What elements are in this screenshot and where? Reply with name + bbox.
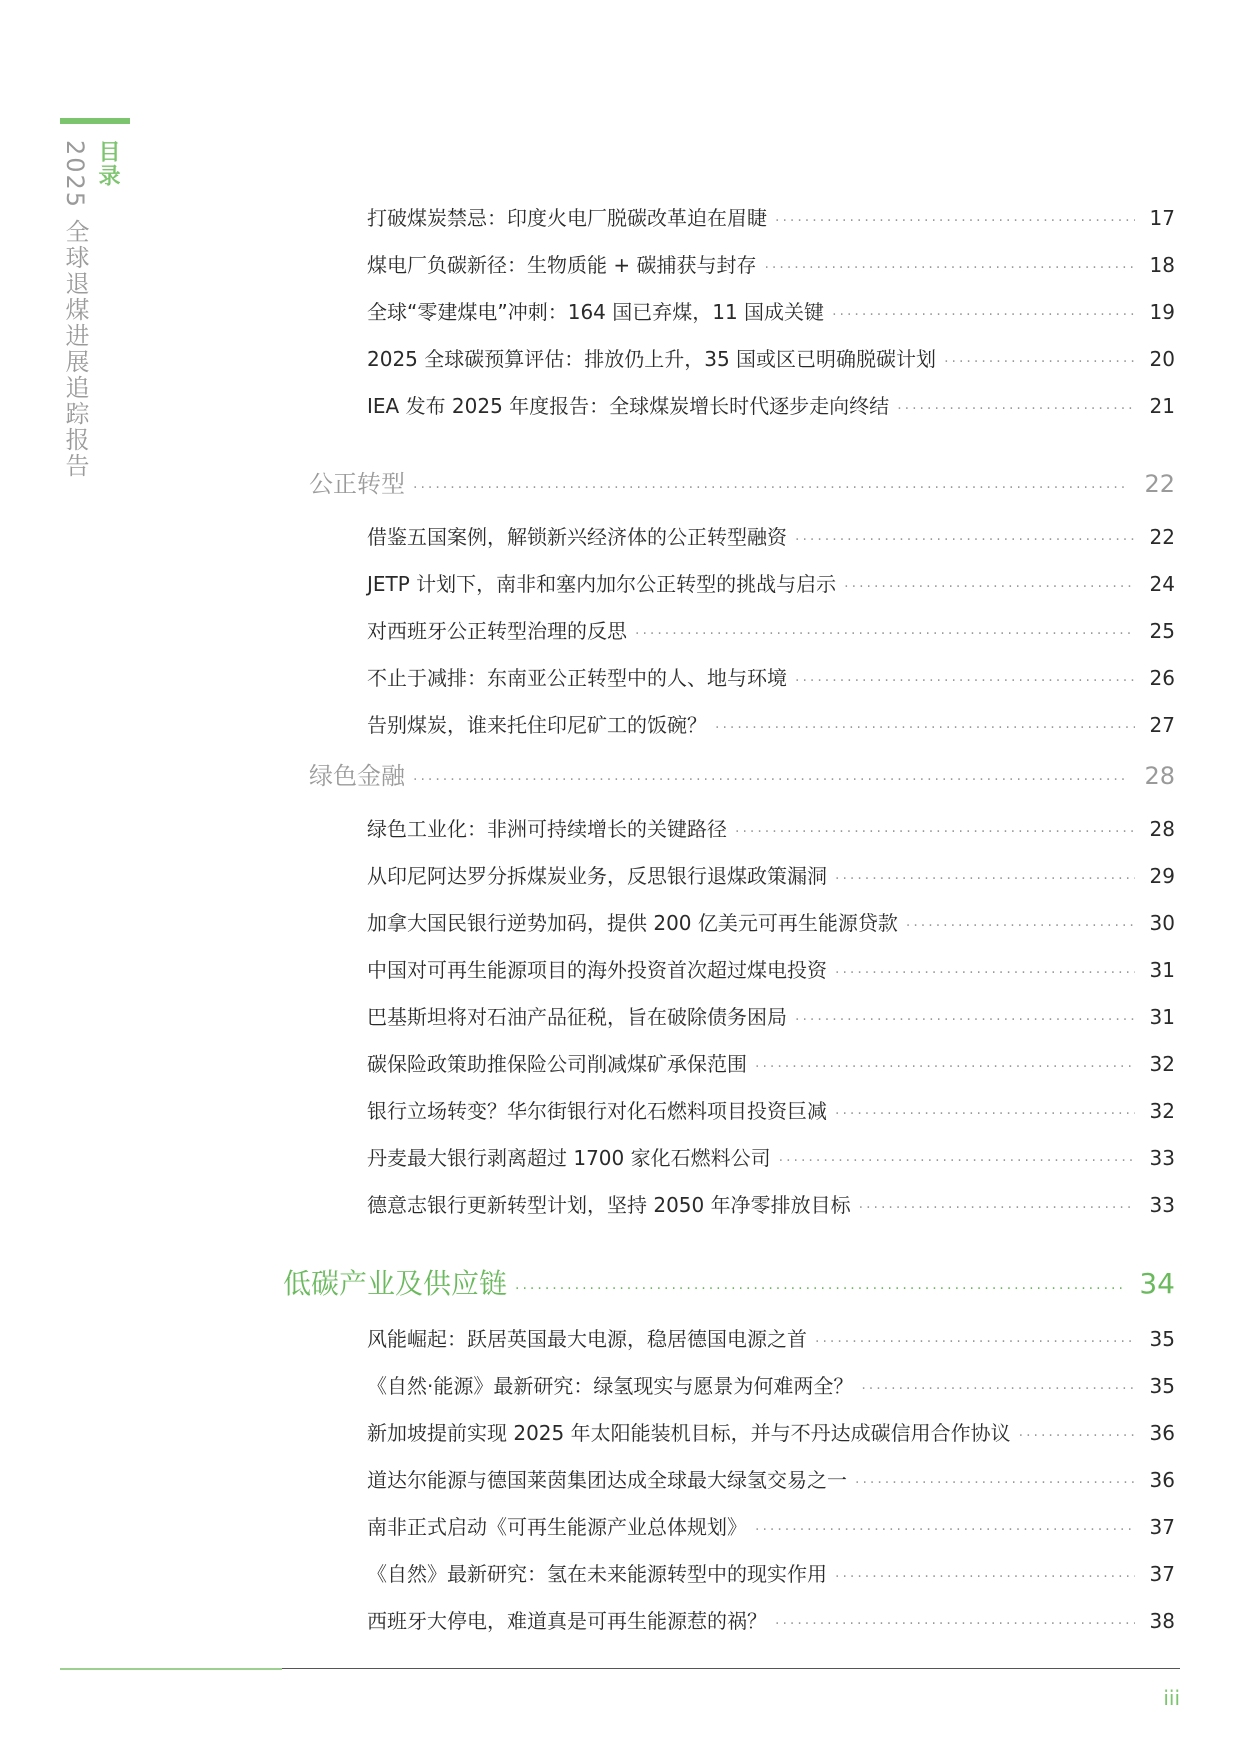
footer-rule (282, 1668, 1180, 1669)
toc-leader-dots (735, 824, 1135, 840)
toc-item-title: 告别煤炭，谁来托住印尼矿工的饭碗？ (367, 713, 707, 737)
toc-leader-dots (755, 1059, 1135, 1075)
toc-leader-dots (795, 532, 1135, 548)
toc-page-number: 32 (1149, 1099, 1175, 1123)
toc-item-title: 南非正式启动《可再生能源产业总体规划》 (367, 1515, 747, 1539)
toc-leader-dots (835, 965, 1135, 981)
toc-item[interactable] (367, 1605, 1175, 1635)
toc-item-title: 西班牙大停电，难道真是可再生能源惹的祸？ (367, 1609, 767, 1633)
toc-leader-dots (779, 1153, 1135, 1169)
toc-page-number: 31 (1149, 958, 1175, 982)
toc-item-title: 道达尔能源与德国莱茵集团达成全球最大绿氢交易之一 (367, 1468, 847, 1492)
toc-major-heading[interactable] (283, 1262, 1175, 1306)
toc-page-number: 37 (1149, 1515, 1175, 1539)
toc-page-number: 33 (1149, 1193, 1175, 1217)
toc-page-number: 31 (1149, 1005, 1175, 1029)
toc-item-title: 风能崛起：跃居英国最大电源，稳居德国电源之首 (367, 1327, 807, 1351)
toc-page-number: 21 (1149, 394, 1175, 418)
toc-item-title: 加拿大国民银行逆势加码，提供 200 亿美元可再生能源贷款 (367, 911, 898, 935)
toc-leader-dots (413, 772, 1127, 788)
toc-item[interactable] (367, 1189, 1175, 1219)
toc-item[interactable] (367, 1323, 1175, 1353)
contents-heading: 目录 (95, 140, 120, 188)
toc-item-title: 2025 全球碳预算评估：排放仍上升，35 国或区已明确脱碳计划 (367, 347, 937, 371)
toc-item-title: 新加坡提前实现 2025 年太阳能装机目标，并与不丹达成碳信用合作协议 (367, 1421, 1011, 1445)
toc-item-title: 全球“零建煤电”冲刺：164 国已弃煤，11 国成关键 (367, 300, 825, 324)
toc-leader-dots (835, 871, 1135, 887)
toc-leader-dots (855, 1475, 1135, 1491)
toc-item[interactable] (367, 202, 1175, 232)
toc-item[interactable] (367, 343, 1175, 373)
toc-item[interactable] (367, 954, 1175, 984)
toc-item[interactable] (367, 249, 1175, 279)
toc-item[interactable] (367, 1511, 1175, 1541)
toc-leader-dots (944, 354, 1135, 370)
toc-item-title: 碳保险政策助推保险公司削减煤矿承保范围 (367, 1052, 747, 1076)
toc-item-title: JETP 计划下，南非和塞内加尔公正转型的挑战与启示 (367, 572, 837, 596)
toc-page-number: 19 (1149, 300, 1175, 324)
toc-item-title: IEA 发布 2025 年度报告：全球煤炭增长时代逐步走向终结 (367, 394, 890, 418)
toc-leader-dots (775, 1616, 1135, 1632)
toc-item[interactable] (367, 1464, 1175, 1494)
toc-item-title: 中国对可再生能源项目的海外投资首次超过煤电投资 (367, 958, 827, 982)
toc-page-number: 22 (1144, 470, 1175, 498)
toc-page-number: 26 (1149, 666, 1175, 690)
toc-item[interactable] (367, 521, 1175, 551)
toc-item[interactable] (367, 1370, 1175, 1400)
toc-page-number: 36 (1149, 1468, 1175, 1492)
toc-page-number: 25 (1149, 619, 1175, 643)
toc-item[interactable] (367, 1095, 1175, 1125)
toc-item[interactable] (367, 907, 1175, 937)
toc-item[interactable] (367, 1048, 1175, 1078)
toc-page-number: 32 (1149, 1052, 1175, 1076)
toc-section-heading[interactable] (309, 464, 1175, 500)
toc-page-number: 35 (1149, 1327, 1175, 1351)
toc-item[interactable] (367, 568, 1175, 598)
toc-section-title: 公正转型 (309, 470, 405, 498)
toc-leader-dots (1019, 1428, 1135, 1444)
toc-item[interactable] (367, 1417, 1175, 1447)
toc-leader-dots (832, 307, 1135, 323)
toc-item-title: 绿色工业化：非洲可持续增长的关键路径 (367, 817, 727, 841)
toc-page-number: 17 (1149, 206, 1175, 230)
footer-rule-accent (60, 1668, 282, 1670)
toc-item-title: 从印尼阿达罗分拆煤炭业务，反思银行退煤政策漏洞 (367, 864, 827, 888)
toc-section-heading[interactable] (309, 756, 1175, 792)
toc-leader-dots (906, 918, 1135, 934)
toc-item[interactable] (367, 390, 1175, 420)
toc-page-number: 28 (1144, 762, 1175, 790)
toc-item[interactable] (367, 1001, 1175, 1031)
toc-page-number: 30 (1149, 911, 1175, 935)
toc-item-title: 对西班牙公正转型治理的反思 (367, 619, 627, 643)
toc-page-number: 27 (1149, 713, 1175, 737)
toc-item-title: 《自然》最新研究：氢在未来能源转型中的现实作用 (367, 1562, 827, 1586)
toc-page-number: 38 (1149, 1609, 1175, 1633)
toc-item-title: 巴基斯坦将对石油产品征税，旨在破除债务困局 (367, 1005, 787, 1029)
toc-leader-dots (795, 1012, 1135, 1028)
toc-page-number: 37 (1149, 1562, 1175, 1586)
toc-leader-dots (861, 1381, 1135, 1397)
toc-leader-dots (515, 1281, 1123, 1297)
toc-page-number: 36 (1149, 1421, 1175, 1445)
toc-leader-dots (835, 1569, 1135, 1585)
toc-page-number: 29 (1149, 864, 1175, 888)
report-title: 2025 全球退煤进展追踪报告 (61, 140, 89, 479)
toc-item-title: 借鉴五国案例，解锁新兴经济体的公正转型融资 (367, 525, 787, 549)
toc-leader-dots (413, 480, 1127, 496)
toc-leader-dots (859, 1200, 1135, 1216)
toc-leader-dots (764, 260, 1135, 276)
page-number: iii (1163, 1686, 1180, 1710)
toc-leader-dots (835, 1106, 1135, 1122)
toc-leader-dots (795, 673, 1135, 689)
toc-item[interactable] (367, 709, 1175, 739)
toc-item[interactable] (367, 860, 1175, 890)
toc-major-title: 低碳产业及供应链 (283, 1267, 508, 1300)
toc-item-title: 打破煤炭禁忌：印度火电厂脱碳改革迫在眉睫 (367, 206, 767, 230)
toc-item-title: 不止于减排：东南亚公正转型中的人、地与环境 (367, 666, 787, 690)
toc-page-number: 22 (1149, 525, 1175, 549)
toc-item[interactable] (367, 615, 1175, 645)
toc-page-number: 18 (1149, 253, 1175, 277)
toc-item[interactable] (367, 813, 1175, 843)
toc-item[interactable] (367, 662, 1175, 692)
toc-item[interactable] (367, 1142, 1175, 1172)
toc-leader-dots (844, 579, 1135, 595)
toc-item[interactable] (367, 1558, 1175, 1588)
toc-leader-dots (897, 401, 1135, 417)
toc-item-title: 丹麦最大银行剥离超过 1700 家化石燃料公司 (367, 1146, 771, 1170)
toc-leader-dots (815, 1334, 1135, 1350)
toc-leader-dots (755, 1522, 1135, 1538)
toc-section-title: 绿色金融 (309, 762, 405, 790)
toc-page-number: 35 (1149, 1374, 1175, 1398)
toc-page-number: 28 (1149, 817, 1175, 841)
toc-leader-dots (775, 213, 1135, 229)
toc-page-number: 24 (1149, 572, 1175, 596)
toc-item-title: 银行立场转变？华尔街银行对化石燃料项目投资巨减 (367, 1099, 827, 1123)
toc-page-number: 33 (1149, 1146, 1175, 1170)
toc-leader-dots (715, 720, 1135, 736)
toc-leader-dots (635, 626, 1135, 642)
toc-item[interactable] (367, 296, 1175, 326)
toc-item-title: 《自然·能源》最新研究：绿氢现实与愿景为何难两全？ (367, 1374, 854, 1398)
toc-page-number: 20 (1149, 347, 1175, 371)
toc-item-title: 煤电厂负碳新径：生物质能 + 碳捕获与封存 (367, 253, 757, 277)
toc-item-title: 德意志银行更新转型计划，坚持 2050 年净零排放目标 (367, 1193, 851, 1217)
toc-page-number: 34 (1139, 1267, 1175, 1300)
